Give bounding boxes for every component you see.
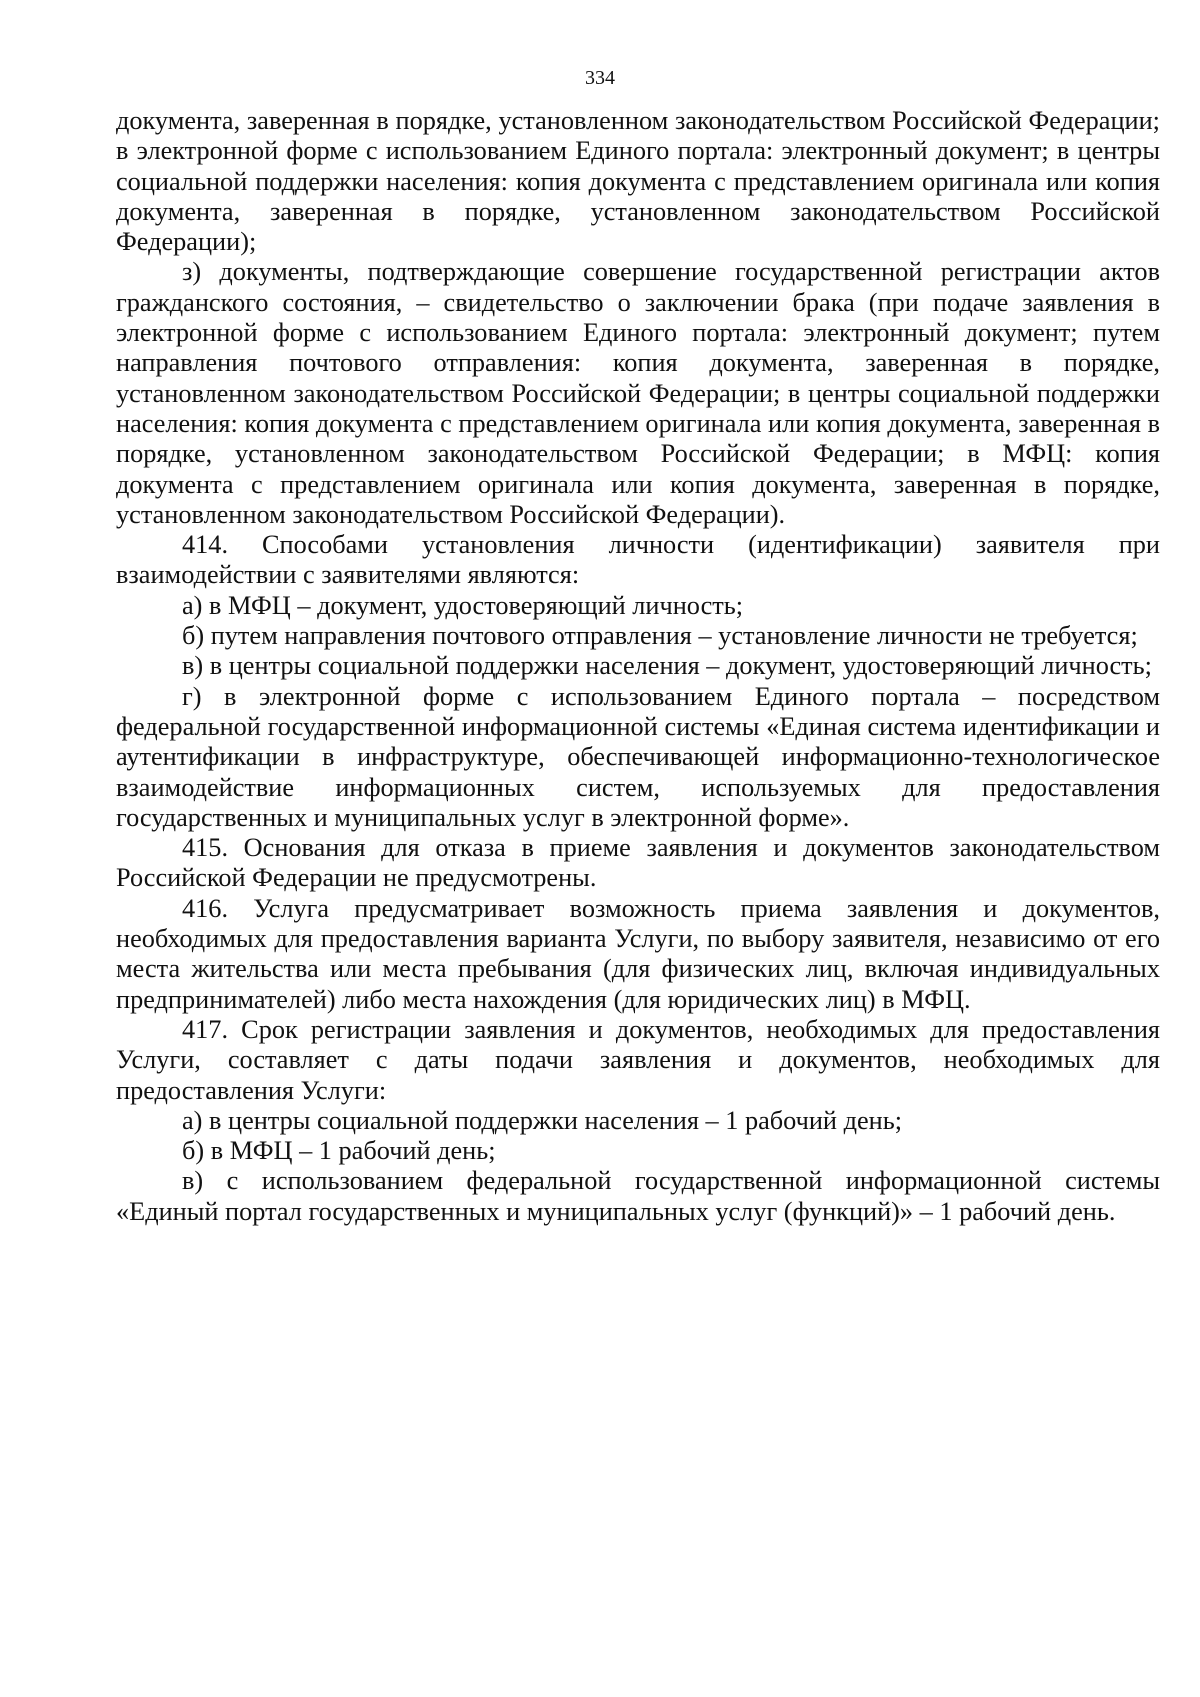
paragraph-416: 416. Услуга предусматривает возможность приема заявления и документов, необходимых для предоставления варианта Услуги, по выбору заявителя, независимо от его места жительства или места пребывания (для физических лиц, включая индивидуальных предпринимателей) либо места нахождения (для юридических лиц) в МФЦ.	[116, 893, 1160, 1014]
paragraph-417: 417. Срок регистрации заявления и документов, необходимых для предоставления Услуги, составляет с даты подачи заявления и документов, необходимых для предоставления Услуги:	[116, 1014, 1160, 1105]
paragraph-414-a: а) в МФЦ – документ, удостоверяющий личность;	[182, 590, 744, 620]
paragraph-414-b: б) путем направления почтового отправления – установление личности не требуется;	[182, 621, 1138, 651]
paragraph-417-b: б) в МФЦ – 1 рабочий день;	[182, 1136, 496, 1166]
paragraph-417-a: а) в центры социальной поддержки населения – 1 рабочий день;	[182, 1105, 903, 1135]
paragraph-414: 414. Способами установления личности (идентификации) заявителя при взаимодействии с заявителями являются:	[116, 530, 1160, 590]
page-number: 334	[585, 67, 615, 89]
paragraph-414-g: г) в электронной форме с использованием Единого портала – посредством федеральной государственной информационной системы «Единая система идентификации и аутентификации в инфраструктуре, обеспечивающей информационно-технологическое взаимодействие информационных систем, используемых для предоставления государственных и муниципальных услуг в электронной форме».	[116, 681, 1160, 832]
paragraph-414-v: в) в центры социальной поддержки населения – документ, удостоверяющий личность;	[182, 651, 1152, 681]
document-body	[116, 106, 1160, 1227]
paragraph-415: 415. Основания для отказа в приеме заявления и документов законодательством Российской Федерации не предусмотрены.	[116, 833, 1160, 893]
paragraph-item-z: з) документы, подтверждающие совершение государственной регистрации актов гражданского состояния, – свидетельство о заключении брака (при подаче заявления в электронной форме с использованием Единого портала: электронный документ; путем направления почтового отправления: копия документа, заверенная в порядке, установленном законодательством Российской Федерации; в центры социальной поддержки населения: копия документа с представлением оригинала или копия документа, заверенная в порядке, установленном законодательством Российской Федерации; в МФЦ: копия документа с представлением оригинала или копия документа, заверенная в порядке, установленном законодательством Российской Федерации).	[116, 257, 1160, 529]
paragraph-417-v: в) с использованием федеральной государственной информационной системы «Единый портал государственных и муниципальных услуг (функций)» – 1 рабочий день.	[116, 1166, 1160, 1226]
paragraph-continuation: документа, заверенная в порядке, установленном законодательством Российской Федерации; в электронной форме с использованием Единого портала: электронный документ; в центры социальной поддержки населения: копия документа с представлением оригинала или копия документа, заверенная в порядке, установленном законодательством Российской Федерации);	[116, 106, 1160, 257]
